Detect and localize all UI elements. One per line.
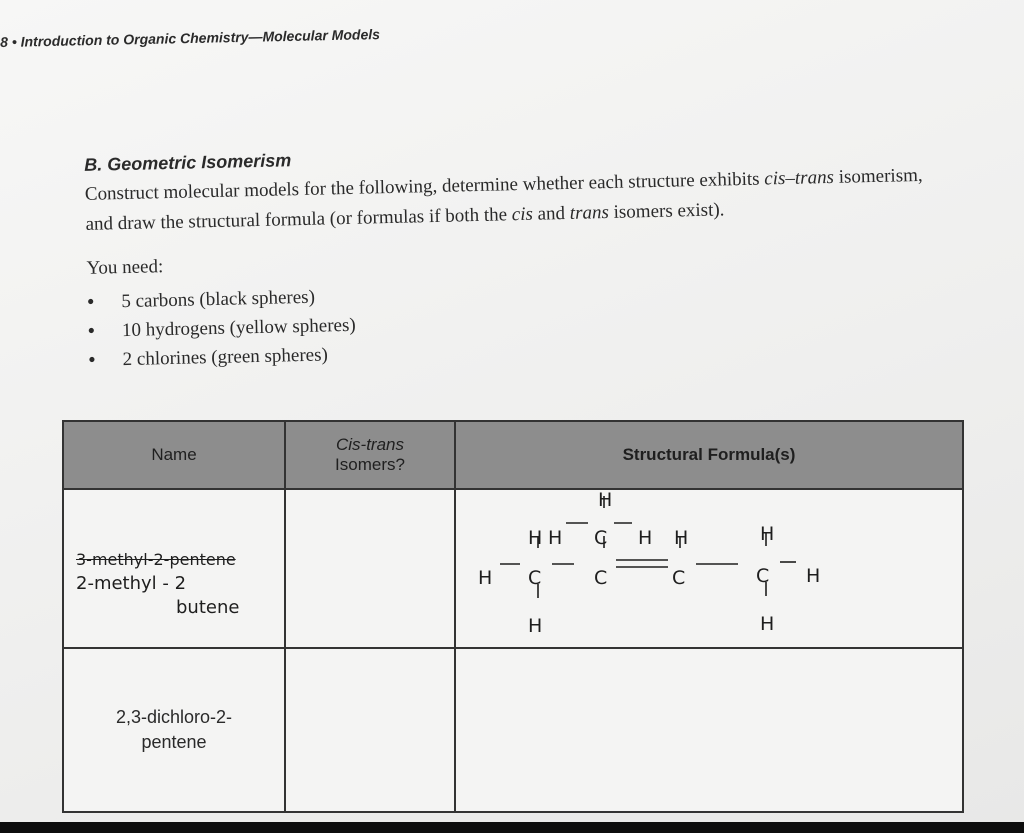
header-name: Name (63, 421, 285, 489)
atom-c: C (672, 567, 686, 589)
trans-term: trans (569, 202, 610, 224)
table-row (63, 648, 963, 812)
cis-term: cis (511, 203, 534, 226)
instructions-pre: Construct molecular models for the following, determine whether each structure exhibits (84, 168, 765, 205)
row2-cis-trans-cell[interactable] (285, 648, 455, 812)
hand-name-line2: butene (176, 597, 240, 618)
supply-text: 2 chlorines (green spheres) (122, 344, 329, 371)
atom-c: C (756, 565, 770, 587)
bottom-edge-band (0, 822, 1024, 833)
atom-h: H (478, 567, 493, 589)
atom-h: H (548, 527, 563, 549)
bullet-icon: • (88, 349, 96, 371)
atom-h: H (638, 527, 653, 549)
name-line2: pentene (141, 732, 207, 752)
atom-c: C (594, 567, 608, 589)
atom-h: H (528, 615, 543, 637)
handwritten-name (76, 548, 239, 620)
atom-h: H (806, 565, 821, 587)
atom-c: C (594, 527, 608, 549)
instructions-mid1: isomerism, and draw the structural formula (or formulas if both the (85, 164, 923, 235)
typed-name (65, 705, 283, 755)
isomer-table-wrap (62, 420, 964, 806)
atom-h: H (528, 527, 543, 549)
atom-c: C (528, 567, 542, 589)
table-header-row (63, 421, 963, 489)
name-line1: 2,3-dichloro-2- (115, 707, 233, 727)
atom-h: H (760, 523, 775, 545)
bullet-icon: • (87, 320, 95, 342)
row1-name-cell[interactable] (63, 489, 285, 648)
bullet-icon: • (87, 291, 95, 313)
struck-name: 3-methyl-2-pentene (76, 550, 236, 569)
table-row (63, 489, 963, 648)
row1-formula-cell[interactable] (455, 489, 963, 648)
header-cis-trans-line2: Isomers? (335, 455, 405, 474)
instructions-post: isomers exist). (608, 199, 725, 224)
header-cis-trans-line1: Cis-trans (335, 435, 404, 454)
cis-trans-term: cis–trans (764, 166, 835, 190)
section-content (80, 135, 965, 375)
you-need-label: You need: (86, 256, 164, 279)
row2-formula-cell[interactable] (455, 648, 963, 812)
header-cis-trans (285, 421, 455, 489)
isomer-table (62, 420, 964, 813)
row1-cis-trans-cell[interactable] (285, 489, 455, 648)
instructions-mid2: and (532, 202, 571, 225)
atom-top-h: H (598, 490, 613, 511)
row2-name-cell[interactable] (63, 648, 285, 812)
section-title: B. Geometric Isomerism (83, 150, 292, 175)
running-head: 8 • Introduction to Organic Chemistry—Molecular Models (0, 26, 381, 50)
supply-text: 5 carbons (black spheres) (121, 286, 316, 313)
supply-text: 10 hydrogens (yellow spheres) (121, 314, 356, 342)
atom-h: H (674, 527, 689, 549)
structural-formula-drawing (456, 490, 968, 645)
hand-name-line1: 2-methyl - 2 (76, 573, 187, 594)
header-structural-formula: Structural Formula(s) (455, 421, 963, 489)
atom-h: H (760, 613, 775, 635)
